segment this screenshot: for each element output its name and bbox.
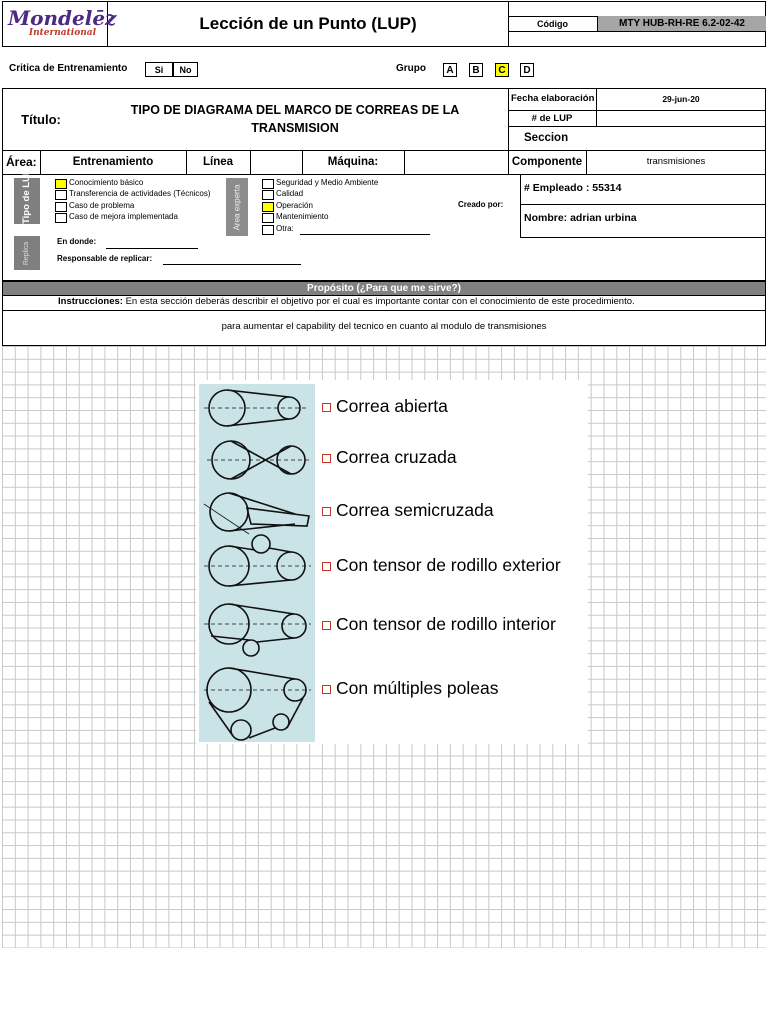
componente-value: transmisiones	[646, 155, 706, 167]
bullet-icon	[322, 403, 331, 412]
area-item-mantenimiento: Mantenimiento	[276, 212, 329, 221]
codigo-label: Código	[508, 16, 598, 31]
tipo-item-conocimiento: Conocimiento básico	[69, 178, 144, 187]
componente-label: Componente	[511, 156, 583, 168]
creado-label: Creado por:	[458, 200, 504, 209]
interior-tensor-icon	[204, 604, 311, 656]
crossed-belt-icon	[207, 441, 309, 479]
bullet-icon	[322, 562, 331, 571]
logo-main: Mondelēz	[8, 6, 117, 30]
grupo-d[interactable]: D	[520, 63, 534, 77]
tipo-side-label: Tipo de LUP	[14, 178, 40, 224]
en-donde-line[interactable]	[106, 248, 198, 249]
critica-label: Critica de Entrenamiento	[9, 63, 128, 74]
instrucciones-label: Instrucciones:	[58, 296, 123, 307]
bullet-icon	[322, 621, 331, 630]
area-item-otra: Otra:	[276, 224, 294, 233]
area-checkbox-mantenimiento[interactable]	[262, 213, 274, 223]
empleado-field: # Empleado : 55314	[524, 182, 622, 194]
grupo-c[interactable]: C	[495, 63, 509, 77]
bullet-icon	[322, 507, 331, 516]
mondelez-logo	[8, 6, 117, 38]
grupo-b[interactable]: B	[469, 63, 483, 77]
otra-line[interactable]	[300, 234, 430, 235]
titulo-value: TIPO DE DIAGRAMA DEL MARCO DE CORREAS DE LA TRANSMISION	[130, 103, 460, 135]
proposito-text: para aumentar el capability del tecnico en cuanto al modulo de transmisiones	[221, 320, 547, 332]
titulo-label: Título:	[21, 111, 61, 127]
en-donde-label: En donde:	[57, 237, 97, 246]
area-item-operacion: Operación	[276, 201, 313, 210]
instrucciones-text: En esta sección deberás describir el objetivo por el cual es importante contar con el conocimiento de este procedimiento.	[125, 296, 635, 307]
maquina-label: Máquina:	[327, 156, 379, 168]
tipo-checkbox-problema[interactable]	[55, 202, 67, 212]
area-checkbox-operacion[interactable]	[262, 202, 274, 212]
belt-item-crossed: Correa cruzada	[322, 447, 457, 468]
replica-side-label: Replica	[14, 236, 40, 270]
tipo-item-problema: Caso de problema	[69, 201, 135, 210]
area-checkbox-calidad[interactable]	[262, 190, 274, 200]
area-checkbox-otra[interactable]	[262, 225, 274, 235]
exterior-tensor-icon	[204, 535, 311, 586]
area-value: Entrenamiento	[72, 156, 154, 168]
tipo-checkbox-conocimiento[interactable]	[55, 179, 67, 189]
belt-item-open: Correa abierta	[322, 396, 448, 417]
grupo-label: Grupo	[396, 63, 426, 74]
fecha-value: 29-jun-20	[662, 94, 700, 104]
bullet-icon	[322, 454, 331, 463]
semicrossed-belt-icon	[204, 493, 309, 534]
bullet-icon	[322, 685, 331, 694]
nombre-field: Nombre: adrian urbina	[524, 212, 637, 224]
seccion-label: Seccion	[524, 132, 569, 144]
tipo-item-mejora: Caso de mejora implementada	[69, 212, 178, 221]
tipo-checkbox-mejora[interactable]	[55, 213, 67, 223]
area-experta-side-label: Area experta	[226, 178, 248, 236]
area-label: Área:	[6, 155, 37, 169]
responsable-label: Responsable de replicar:	[57, 254, 153, 263]
num-lup-label: # de LUP	[531, 112, 573, 124]
tipo-checkbox-transferencia[interactable]	[55, 190, 67, 200]
open-belt-icon	[204, 390, 309, 426]
belt-item-semicrossed: Correa semicruzada	[322, 500, 494, 521]
responsable-line[interactable]	[163, 264, 301, 265]
linea-label: Línea	[202, 156, 234, 168]
page-title: Lección de un Punto (LUP)	[199, 14, 417, 33]
tipo-item-transferencia: Transferencia de actividades (Técnicos)	[69, 189, 211, 198]
area-item-seguridad: Seguridad y Medio Ambiente	[276, 178, 379, 187]
belt-item-multiple-pulleys: Con múltiples poleas	[322, 678, 498, 699]
area-checkbox-seguridad[interactable]	[262, 179, 274, 189]
multiple-pulleys-icon	[204, 668, 311, 740]
proposito-banner: Propósito (¿Para que me sirve?)	[2, 281, 766, 296]
belt-drawings	[199, 384, 315, 742]
grupo-a[interactable]: A	[443, 63, 457, 77]
belt-item-exterior-tensor: Con tensor de rodillo exterior	[322, 555, 561, 576]
logo-sub: International	[28, 28, 96, 38]
codigo-value: MTY HUB-RH-RE 6.2-02-42	[598, 16, 766, 31]
area-item-calidad: Calidad	[276, 189, 304, 198]
critica-no[interactable]: No	[173, 62, 198, 77]
fecha-label: Fecha elaboración	[511, 93, 595, 104]
critica-si[interactable]: Si	[145, 62, 173, 77]
belt-item-interior-tensor: Con tensor de rodillo interior	[322, 614, 556, 635]
